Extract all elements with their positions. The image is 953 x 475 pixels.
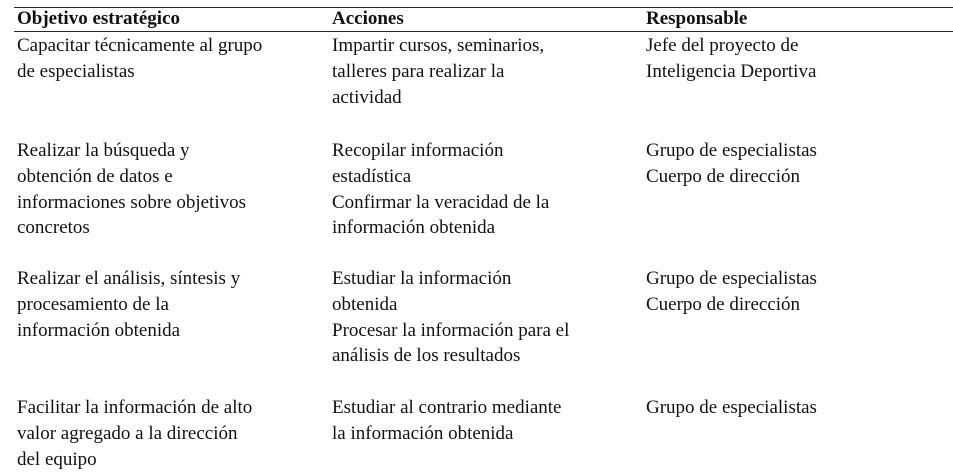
cell-line: actividad bbox=[332, 86, 402, 108]
actions-cell bbox=[332, 266, 632, 369]
cell-line: Facilitar la información de alto bbox=[17, 397, 253, 418]
cell-line: obtención de datos e bbox=[17, 165, 173, 187]
cell-line: valor agregado a la dirección bbox=[17, 422, 238, 444]
actions-cell bbox=[332, 33, 632, 110]
cell-line: Realizar el análisis, síntesis y bbox=[17, 268, 241, 289]
cell-line: Capacitar técnicamente al grupo bbox=[17, 35, 263, 56]
cell-line: Confirmar la veracidad de la bbox=[332, 191, 550, 213]
header-responsible: Responsable bbox=[646, 8, 748, 29]
cell-line: información obtenida bbox=[332, 217, 496, 239]
cell-line: Estudiar la información bbox=[332, 268, 512, 289]
objective-cell bbox=[17, 266, 317, 343]
cell-line: Recopilar información bbox=[332, 140, 504, 161]
header-bottom-rule bbox=[14, 31, 953, 32]
cell-line: la información obtenida bbox=[332, 422, 514, 444]
responsible-cell bbox=[646, 33, 946, 85]
header-objective: Objetivo estratégico bbox=[17, 8, 181, 29]
header-actions: Acciones bbox=[332, 8, 404, 29]
actions-cell bbox=[332, 395, 632, 447]
cell-line: del equipo bbox=[17, 448, 97, 470]
objective-cell bbox=[17, 33, 317, 85]
responsible-cell bbox=[646, 138, 946, 190]
cell-line: Realizar la búsqueda y bbox=[17, 140, 190, 161]
cell-line: Grupo de especialistas bbox=[646, 397, 817, 418]
cell-line: información obtenida bbox=[17, 319, 181, 341]
cell-line: análisis de los resultados bbox=[332, 345, 521, 367]
actions-cell bbox=[332, 138, 632, 241]
responsible-cell bbox=[646, 395, 946, 421]
cell-line: Grupo de especialistas bbox=[646, 268, 817, 289]
cell-line: estadística bbox=[332, 165, 412, 187]
cell-line: concretos bbox=[17, 217, 90, 239]
cell-line: informaciones sobre objetivos bbox=[17, 191, 247, 213]
cell-line: Impartir cursos, seminarios, bbox=[332, 35, 545, 56]
objective-cell bbox=[17, 138, 317, 241]
cell-line: Grupo de especialistas bbox=[646, 140, 817, 161]
cell-line: Procesar la información para el bbox=[332, 319, 570, 341]
cell-line: procesamiento de la bbox=[17, 293, 169, 315]
cell-line: Cuerpo de dirección bbox=[646, 293, 801, 315]
cell-line: Cuerpo de dirección bbox=[646, 165, 801, 187]
cell-line: Inteligencia Deportiva bbox=[646, 60, 817, 82]
responsible-cell bbox=[646, 266, 946, 318]
cell-line: Jefe del proyecto de bbox=[646, 35, 799, 56]
table-header-row bbox=[14, 8, 953, 31]
cell-line: de especialistas bbox=[17, 60, 135, 82]
cell-line: obtenida bbox=[332, 293, 398, 315]
cell-line: Estudiar al contrario mediante bbox=[332, 397, 562, 418]
cell-line: talleres para realizar la bbox=[332, 60, 505, 82]
objective-cell bbox=[17, 395, 317, 472]
